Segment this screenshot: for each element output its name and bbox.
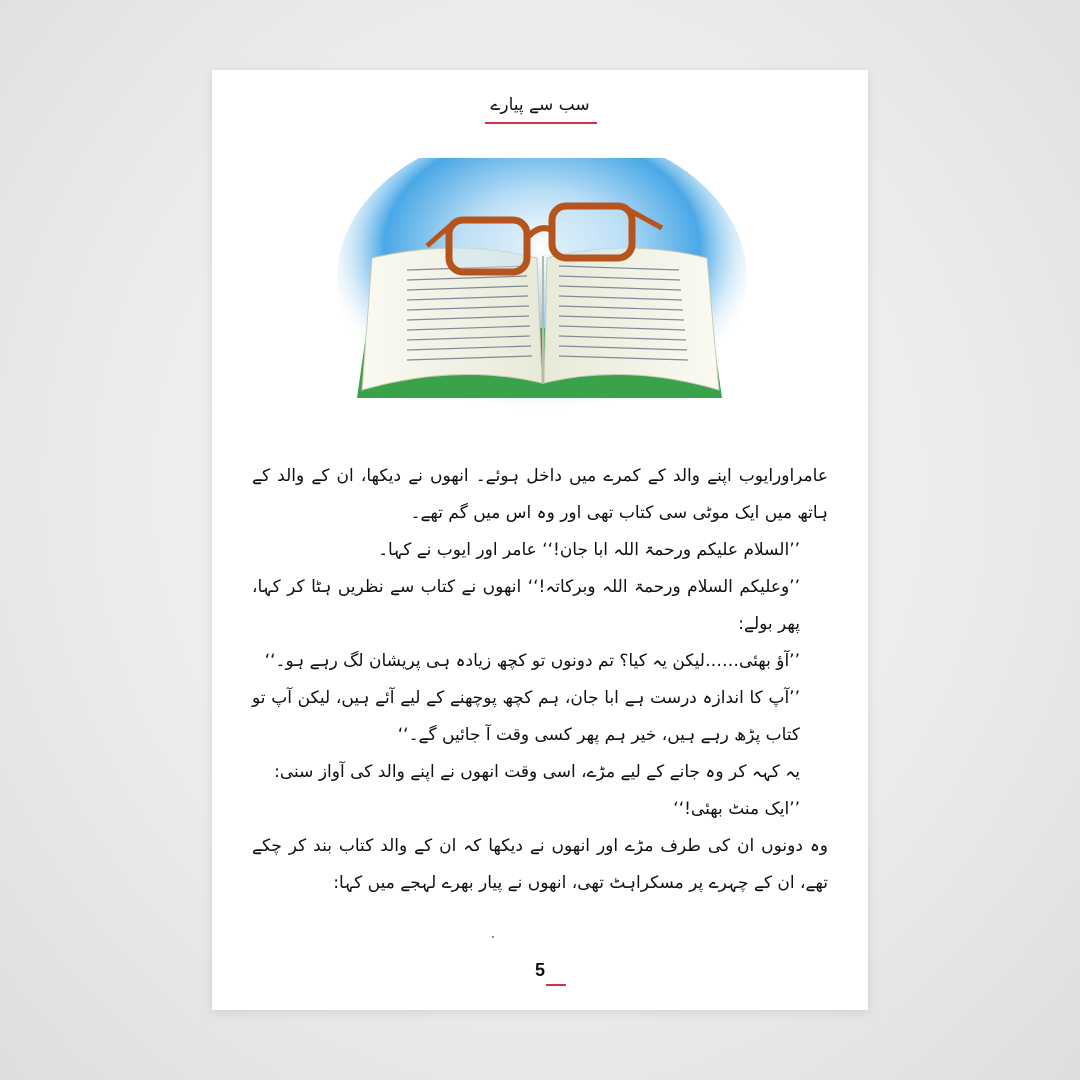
paragraph-5: ’’آپ کا اندازہ درست ہے ابا جان، ہم کچھ پوچھنے کے لیے آئے ہیں، لیکن آپ تو کتاب پڑھ رہے ہیں، خیر ہم پھر کسی وقت آ جائیں گے۔‘‘ [252, 688, 800, 745]
decorative-dot [492, 936, 494, 938]
paragraph-1: عامراورایوب اپنے والد کے کمرے میں داخل ہوئے۔ انھوں نے دیکھا، ان کے والد کے ہاتھ میں ایک موٹی سی کتاب تھی اور وہ اس میں گم تھے۔ [252, 466, 828, 523]
paragraph-6: یہ کہہ کر وہ جانے کے لیے مڑے، اسی وقت انھوں نے اپنے والد کی آواز سنی: [274, 762, 800, 782]
paragraph-3: ’’وعلیکم السلام ورحمۃ اللہ وبرکاتہ!‘‘ انھوں نے کتاب سے نظریں ہٹا کر کہا، پھر بولے: [252, 577, 800, 634]
paragraph-8: وہ دونوں ان کی طرف مڑے اور انھوں نے دیکھا کہ ان کے والد کتاب بند کر چکے تھے، ان کے چہرے پر مسکراہٹ تھی، انھوں نے پیار بھرے لہجے میں کہا: [252, 836, 828, 893]
paragraph-7: ’’ایک منٹ بھئی!‘‘ [673, 799, 800, 819]
right-page [544, 248, 719, 390]
paragraph-4: ’’آؤ بھئی……لیکن یہ کیا؟ تم دونوں تو کچھ زیادہ ہی پریشان لگ رہے ہو۔‘‘ [264, 651, 800, 671]
open-book-with-glasses-icon [327, 158, 757, 448]
paragraph-2: ’’السلام علیکم ورحمۃ اللہ ابا جان!‘‘ عامر اور ایوب نے کہا۔ [378, 540, 800, 560]
page-number-underline [546, 984, 566, 986]
book-page [212, 70, 868, 1010]
story-text [252, 458, 828, 902]
page-number: 5 [534, 960, 545, 980]
title-underline [485, 122, 597, 124]
page-title: سب سے پیارے [490, 95, 590, 115]
